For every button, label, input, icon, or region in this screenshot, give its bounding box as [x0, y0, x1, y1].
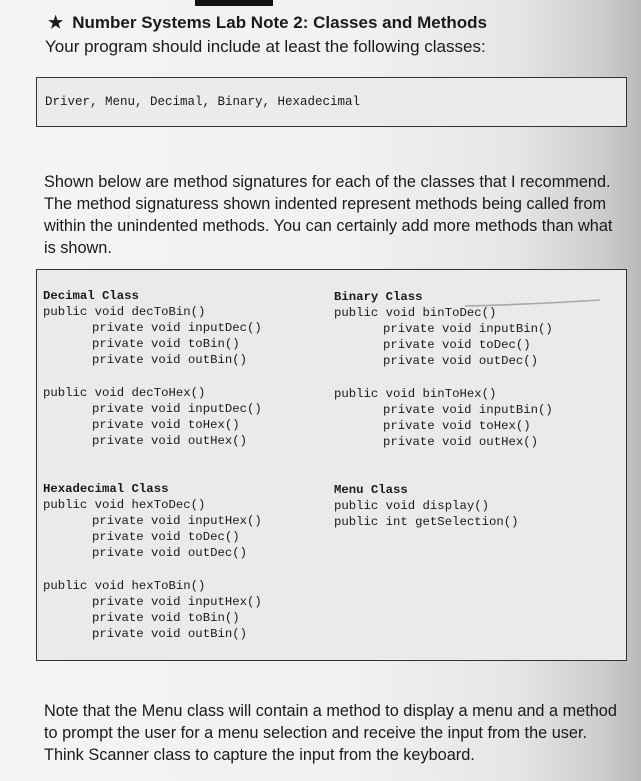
private-method: private void inputDec() — [92, 321, 262, 335]
public-method: public int getSelection() — [334, 515, 519, 529]
private-method: private void inputHex() — [92, 595, 262, 609]
private-method: private void toHex() — [383, 419, 531, 433]
paragraph-line: The method signaturess shown indented represent methods being called from — [44, 195, 607, 213]
private-method: private void outHex() — [92, 434, 247, 448]
private-method: private void toBin() — [92, 611, 240, 625]
paragraph-line: is shown. — [44, 239, 112, 257]
paragraph-line: Shown below are method signatures for each of the classes that I recommend. — [44, 173, 611, 191]
star-bullet-icon: ★ — [48, 13, 64, 32]
private-method: private void inputBin() — [383, 322, 553, 336]
decimal-class-block — [43, 288, 262, 449]
private-method: private void toDec() — [92, 530, 240, 544]
class-title: Binary Class — [334, 290, 423, 304]
explanation-paragraph — [44, 171, 624, 259]
private-method: private void inputHex() — [92, 514, 262, 528]
private-method: private void inputBin() — [383, 403, 553, 417]
public-method: public void hexToDec() — [43, 498, 206, 512]
private-method: private void inputDec() — [92, 402, 262, 416]
heading-title: Number Systems Lab Note 2: Classes and Methods — [72, 13, 487, 32]
section-heading — [48, 13, 487, 33]
private-method: private void toBin() — [92, 337, 240, 351]
binary-class-block — [334, 289, 553, 450]
menu-class-block — [334, 482, 518, 530]
class-title: Menu Class — [334, 483, 408, 497]
class-list: Driver, Menu, Decimal, Binary, Hexadecimal — [45, 95, 361, 109]
paragraph-line: Note that the Menu class will contain a method to display a menu and a method — [44, 702, 617, 720]
intro-text: Your program should include at least the following classes: — [45, 37, 486, 56]
class-title: Hexadecimal Class — [43, 482, 169, 496]
method-signatures-box — [36, 269, 627, 661]
public-method: public void decToBin() — [43, 305, 206, 319]
page-tab-marker — [195, 0, 273, 6]
public-method: public void display() — [334, 499, 489, 513]
hexadecimal-class-block — [43, 481, 262, 642]
menu-note-paragraph — [44, 700, 624, 766]
class-list-box — [36, 77, 627, 127]
paragraph-line: Think Scanner class to capture the input from the keyboard. — [44, 746, 475, 764]
public-method: public void binToHex() — [334, 387, 497, 401]
pen-stroke-mark — [465, 299, 600, 309]
public-method: public void decToHex() — [43, 386, 206, 400]
class-title: Decimal Class — [43, 289, 139, 303]
private-method: private void outBin() — [92, 353, 247, 367]
private-method: private void outDec() — [92, 546, 247, 560]
paragraph-line: to prompt the user for a menu selection and receive the input from the user. — [44, 724, 588, 742]
public-method: public void binToDec() — [334, 306, 497, 320]
private-method: private void toDec() — [383, 338, 531, 352]
paragraph-line: within the unindented methods. You can certainly add more methods than what — [44, 217, 613, 235]
private-method: private void outBin() — [92, 627, 247, 641]
private-method: private void outHex() — [383, 435, 538, 449]
private-method: private void outDec() — [383, 354, 538, 368]
private-method: private void toHex() — [92, 418, 240, 432]
public-method: public void hexToBin() — [43, 579, 206, 593]
